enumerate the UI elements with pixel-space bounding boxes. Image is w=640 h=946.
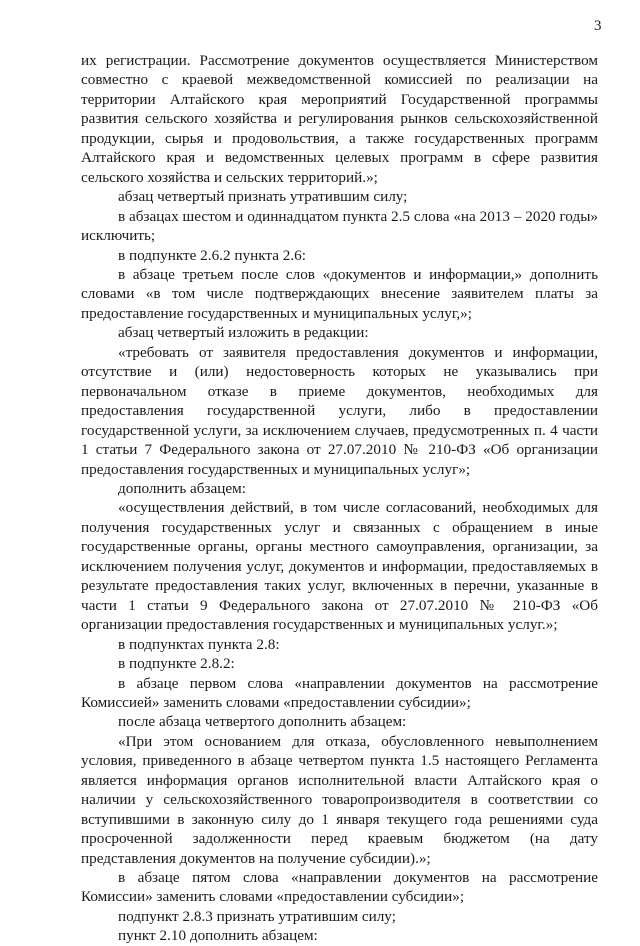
document-body — [81, 51, 598, 946]
paragraph: после абзаца четвертого дополнить абзацем: — [118, 713, 407, 731]
paragraph: абзац четвертый изложить в редакции: — [118, 324, 369, 342]
paragraph: пункт 2.10 дополнить абзацем: — [118, 927, 318, 945]
paragraph: «требовать от заявителя предоставления документов и информации, отсутствие и (или) недостоверность которых не указывались при первоначальном отказе в приеме документов, необходимых для предоставления государственной услуги, либо в предоставлении государственной услуги, за исключением случаев, предусмотренных п. 4 части 1 статьи 7 Федерального закона от 27.07.2010 № 210-ФЗ «Об организации предоставления государственных и муниципальных услуг»; — [81, 343, 598, 478]
paragraph: дополнить абзацем: — [118, 479, 246, 497]
paragraph: в подпунктах пункта 2.8: — [118, 635, 280, 653]
paragraph: в абзаце пятом слова «направлении документов на рассмотрение Комиссии» заменить словами «предоставлении субсидии»; — [81, 869, 598, 906]
paragraph: подпункт 2.8.3 признать утратившим силу; — [118, 907, 396, 925]
paragraph: «При этом основанием для отказа, обусловленного невыполнением условия, приведенного в абзаце четвертом пункта 1.5 настоящего Регламента является информация органов исполнительной власти Алтайского края о наличии у сельскохозяйственного товаропроизводителя в соответствии со вступившими в законную силу до 1 января текущего года решениями суда просроченной задолженности перед краевым бюджетом (на дату представления документов на получение субсидии).»; — [81, 732, 598, 867]
paragraph: их регистрации. Рассмотрение документов осуществляется Министерством совместно с краевой межведомственной комиссией по реализации на территории Алтайского края мероприятий Государственной программы развития сельского хозяйства и регулирования рынков сельскохозяйственной продукции, сырья и продовольствия, а также государственных программ Алтайского края и ведомственных целевых программ в сфере развития сельского хозяйства и сельских территорий.»; — [81, 52, 598, 186]
paragraph: «осуществления действий, в том числе согласований, необходимых для получения государственных услуг и связанных с обращением в иные государственные органы, органы местного самоуправления, организации, за исключением получения услуг, документов и информации, предоставляемых в результате предоставления таких услуг, включенных в перечни, указанные в части 1 статьи 9 Федерального закона от 27.07.2010 № 210-ФЗ «Об организации предоставления государственных и муниципальных услуг.»; — [81, 499, 598, 634]
paragraph: в подпункте 2.8.2: — [118, 655, 235, 673]
paragraph: в абзаце первом слова «направлении документов на рассмотрение Комиссией» заменить словами «предоставлении субсидии»; — [81, 674, 598, 711]
paragraph: в абзацах шестом и одиннадцатом пункта 2.5 слова «на 2013 – 2020 годы» исключить; — [81, 207, 598, 245]
paragraph: абзац четвертый признать утратившим силу; — [118, 188, 408, 206]
paragraph: в подпункте 2.6.2 пункта 2.6: — [118, 246, 306, 264]
page-number: 3 — [594, 18, 602, 34]
paragraph: в абзаце третьем после слов «документов и информации,» дополнить словами «в том числе подтверждающих внесение заявителем платы за предоставление государственных и муниципальных услуг,»; — [81, 265, 598, 322]
